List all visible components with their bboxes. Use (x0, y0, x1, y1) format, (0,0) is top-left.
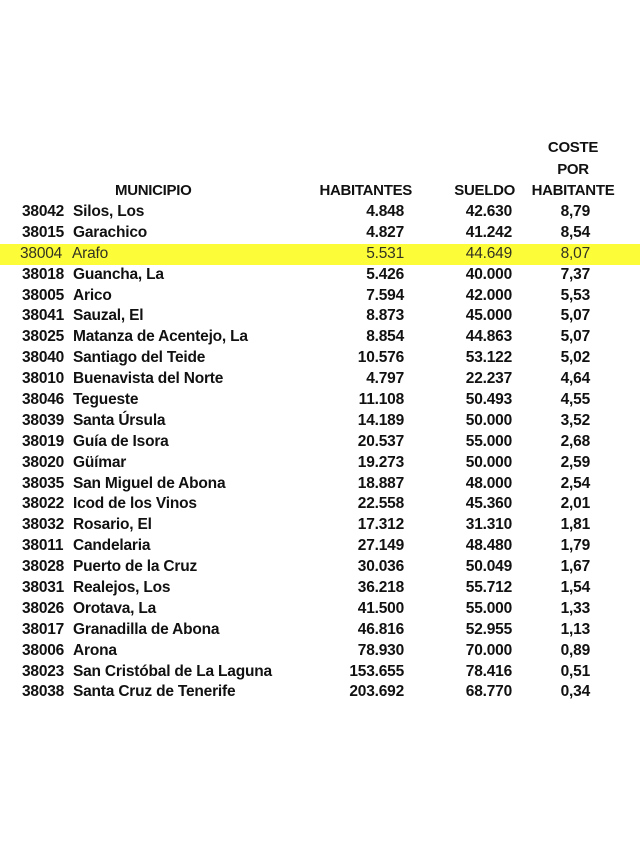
cell-habitantes: 22.558 (357, 495, 404, 513)
cell-code: 38011 (22, 537, 64, 555)
table-row (0, 390, 640, 411)
cell-habitantes: 153.655 (349, 662, 404, 680)
cell-sueldo: 53.122 (465, 349, 512, 367)
cell-coste: 5,07 (560, 307, 590, 325)
cell-municipio: Matanza de Acentejo, La (73, 328, 248, 346)
cell-habitantes: 4.827 (366, 223, 404, 241)
table-row (0, 265, 640, 286)
cell-sueldo: 48.000 (465, 474, 512, 492)
cell-habitantes: 7.594 (366, 286, 404, 304)
cell-habitantes: 46.816 (357, 620, 404, 638)
cell-habitantes: 5.426 (366, 265, 404, 283)
cell-coste: 5,02 (560, 349, 590, 367)
cell-habitantes: 78.930 (357, 641, 404, 659)
cell-coste: 1,13 (560, 620, 590, 638)
table-row (0, 474, 640, 495)
cell-code: 38017 (22, 620, 65, 638)
cell-habitantes: 19.273 (357, 453, 404, 471)
cell-coste: 2,54 (560, 474, 590, 492)
table-row (0, 515, 640, 536)
cell-municipio: Candelaria (73, 537, 151, 555)
header-coste-por-habitante (512, 138, 634, 203)
table-row (0, 411, 640, 432)
cell-habitantes: 4.848 (366, 203, 404, 220)
cell-sueldo: 31.310 (465, 516, 512, 534)
cell-sueldo: 55.712 (465, 579, 512, 597)
cell-habitantes: 8.854 (366, 328, 404, 346)
cell-habitantes: 203.692 (349, 683, 404, 701)
cell-sueldo: 68.770 (465, 683, 512, 701)
table-row (0, 432, 640, 453)
cell-sueldo: 50.000 (465, 411, 512, 429)
cell-municipio: Icod de los Vinos (73, 495, 197, 513)
table-row (0, 348, 640, 369)
cell-code: 38018 (22, 265, 65, 283)
cell-sueldo: 50.493 (465, 391, 512, 409)
cell-coste: 1,54 (560, 579, 590, 597)
cell-coste: 3,52 (560, 411, 590, 429)
cell-sueldo: 48.480 (465, 537, 512, 555)
cell-code: 38035 (22, 474, 65, 492)
cell-sueldo: 55.000 (465, 599, 512, 617)
cell-habitantes: 27.149 (357, 537, 404, 555)
cell-sueldo: 40.000 (465, 265, 512, 283)
table-row (0, 536, 640, 557)
table-row (0, 557, 640, 578)
cell-habitantes: 8.873 (366, 307, 404, 325)
cell-habitantes: 5.531 (366, 244, 404, 262)
table-body (0, 202, 640, 703)
cell-municipio: Santa Cruz de Tenerife (73, 683, 236, 701)
cell-municipio: Guancha, La (73, 265, 164, 283)
cell-sueldo: 55.000 (465, 432, 512, 450)
cell-code: 38015 (22, 223, 65, 241)
cell-municipio: Realejos, Los (73, 579, 171, 597)
cell-municipio: Santa Úrsula (73, 411, 166, 429)
cell-code: 38025 (22, 328, 65, 346)
cell-sueldo: 42.630 (465, 203, 512, 220)
header-coste-line2: POR (557, 160, 589, 178)
cell-municipio: Rosario, El (73, 516, 152, 534)
cell-municipio: Arico (73, 286, 112, 304)
cell-municipio: Guía de Isora (73, 432, 169, 450)
cell-coste: 1,33 (560, 599, 590, 617)
cell-code: 38026 (22, 599, 65, 617)
cell-sueldo: 78.416 (465, 662, 512, 680)
cell-municipio: Buenavista del Norte (73, 370, 224, 388)
table-row (0, 202, 640, 223)
table-row (0, 662, 640, 683)
cell-coste: 4,64 (560, 370, 590, 388)
cell-code: 38006 (22, 641, 65, 659)
cell-code: 38046 (22, 391, 65, 409)
cell-habitantes: 11.108 (358, 391, 404, 409)
cell-coste: 5,07 (560, 328, 590, 346)
cell-habitantes: 17.312 (357, 516, 404, 534)
cell-coste: 1,67 (560, 558, 590, 576)
cell-code: 38005 (22, 286, 65, 304)
cell-coste: 0,51 (560, 662, 590, 680)
table-row (0, 641, 640, 662)
header-municipio: MUNICIPIO (115, 182, 192, 199)
cell-habitantes: 36.218 (357, 579, 404, 597)
cell-code: 38042 (22, 203, 65, 220)
cell-coste: 2,01 (560, 495, 590, 513)
cell-habitantes: 4.797 (366, 370, 404, 388)
header-coste-line1: COSTE (547, 139, 599, 156)
cell-municipio: Tegueste (73, 391, 139, 409)
cell-municipio: Silos, Los (73, 203, 145, 220)
header-sueldo: SUELDO (454, 182, 515, 199)
cell-code: 38032 (22, 516, 65, 534)
cell-habitantes: 14.189 (357, 411, 404, 429)
cell-coste: 8,79 (560, 203, 590, 220)
cell-coste: 2,59 (560, 453, 590, 471)
cell-coste: 0,89 (560, 641, 590, 659)
cell-code: 38038 (22, 683, 65, 701)
cell-code: 38010 (22, 370, 65, 388)
cell-code: 38028 (22, 558, 65, 576)
table-row (0, 327, 640, 348)
cell-coste: 1,81 (560, 516, 590, 534)
cell-municipio: Puerto de la Cruz (73, 558, 198, 576)
cell-code: 38019 (22, 432, 65, 450)
table-row-highlighted (0, 244, 640, 265)
table-header (0, 0, 640, 205)
cell-sueldo: 42.000 (465, 286, 512, 304)
header-habitantes: HABITANTES (319, 182, 412, 199)
cell-habitantes: 30.036 (357, 558, 404, 576)
table-row (0, 286, 640, 307)
cell-coste: 4,55 (560, 391, 590, 409)
cell-municipio: San Cristóbal de La Laguna (73, 662, 272, 680)
table-row (0, 306, 640, 327)
cell-sueldo: 44.649 (465, 244, 512, 262)
cell-municipio: Güímar (73, 453, 127, 471)
cell-municipio: Sauzal, El (73, 307, 144, 325)
cell-sueldo: 50.049 (465, 558, 512, 576)
cell-code: 38020 (22, 453, 65, 471)
table-row (0, 578, 640, 599)
cell-municipio: Orotava, La (73, 599, 157, 617)
cell-coste: 2,68 (560, 432, 590, 450)
cell-habitantes: 20.537 (357, 432, 404, 450)
table-row (0, 682, 640, 703)
cell-coste: 8,54 (560, 223, 590, 241)
cell-sueldo: 45.000 (465, 307, 512, 325)
cell-code: 38022 (22, 495, 65, 513)
cell-habitantes: 41.500 (357, 599, 404, 617)
cell-municipio: Santiago del Teide (73, 349, 206, 367)
table-row (0, 494, 640, 515)
cell-code: 38041 (22, 307, 65, 325)
cell-code: 38039 (22, 411, 65, 429)
cell-coste: 0,34 (560, 683, 590, 701)
table-row (0, 223, 640, 244)
cell-code: 38004 (20, 244, 63, 262)
table-row (0, 620, 640, 641)
cell-habitantes: 10.576 (357, 349, 404, 367)
cell-municipio: Arafo (72, 244, 109, 262)
cell-municipio: San Miguel de Abona (73, 474, 226, 492)
cell-code: 38040 (22, 349, 65, 367)
cell-sueldo: 45.360 (465, 495, 512, 513)
cell-code: 38023 (22, 662, 65, 680)
cell-municipio: Arona (73, 641, 117, 659)
cell-sueldo: 52.955 (465, 620, 512, 638)
cell-municipio: Granadilla de Abona (73, 620, 220, 638)
cell-coste: 1,79 (560, 537, 590, 555)
cell-sueldo: 41.242 (465, 223, 512, 241)
cell-coste: 7,37 (560, 265, 590, 283)
table-row (0, 453, 640, 474)
cell-habitantes: 18.887 (357, 474, 404, 492)
cell-sueldo: 22.237 (465, 370, 512, 388)
cell-coste: 8,07 (560, 244, 590, 262)
cell-sueldo: 70.000 (465, 641, 512, 659)
cell-municipio: Garachico (73, 223, 148, 241)
table-row (0, 369, 640, 390)
table-row (0, 599, 640, 620)
cell-coste: 5,53 (560, 286, 590, 304)
cell-sueldo: 44.863 (465, 328, 512, 346)
cell-code: 38031 (22, 579, 65, 597)
header-coste-line3: HABITANTE (531, 182, 615, 199)
cell-sueldo: 50.000 (465, 453, 512, 471)
